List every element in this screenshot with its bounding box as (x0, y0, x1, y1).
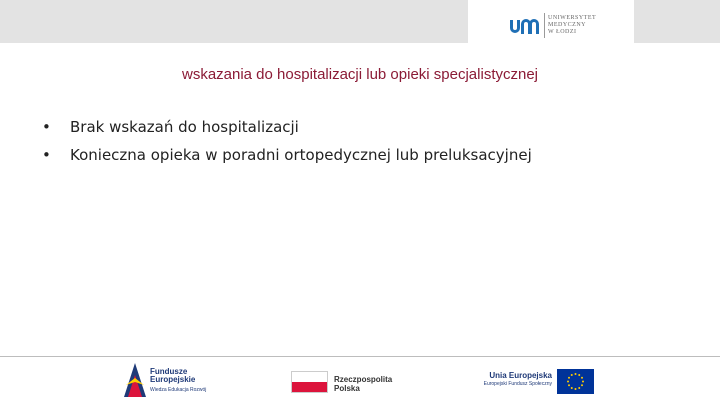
logo-divider (544, 13, 545, 38)
european-funds-logo-icon (124, 363, 146, 397)
university-name-line: UNIWERSYTET (548, 15, 597, 21)
eu-label (474, 371, 552, 389)
poland-line: Polska (334, 384, 360, 393)
bullet-icon: • (42, 146, 51, 164)
slide-title: wskazania do hospitalizacji lub opieki specjalistycznej (181, 66, 538, 83)
poland-line: Rzeczpospolita (334, 375, 393, 384)
university-name (548, 15, 596, 36)
bullet-list (42, 116, 532, 172)
footer-divider (0, 356, 720, 357)
eu-flag-icon (557, 369, 594, 394)
european-funds-label (150, 368, 206, 394)
um-logo-icon (508, 16, 542, 36)
university-name-line: MEDYCZNY (548, 22, 586, 28)
eu-sub: Europejski Fundusz Społeczny (483, 381, 552, 387)
poland-label (334, 375, 392, 393)
footer-logos (0, 358, 720, 405)
university-name-line: W ŁODZI (548, 29, 577, 35)
european-funds-sub: Wiedza Edukacja Rozwój (150, 387, 207, 393)
bullet-item (42, 116, 532, 144)
bullet-icon: • (42, 118, 51, 136)
bullet-text: Konieczna opieka w poradni ortopedycznej lub preluksacyjnej (70, 146, 532, 164)
bullet-item (42, 144, 532, 172)
eu-line: Unia Europejska (489, 371, 552, 380)
european-funds-line: Fundusze (150, 367, 188, 376)
bullet-text: Brak wskazań do hospitalizacji (70, 118, 299, 136)
european-funds-line: Europejskie (150, 375, 196, 384)
poland-flag-icon (291, 371, 328, 393)
